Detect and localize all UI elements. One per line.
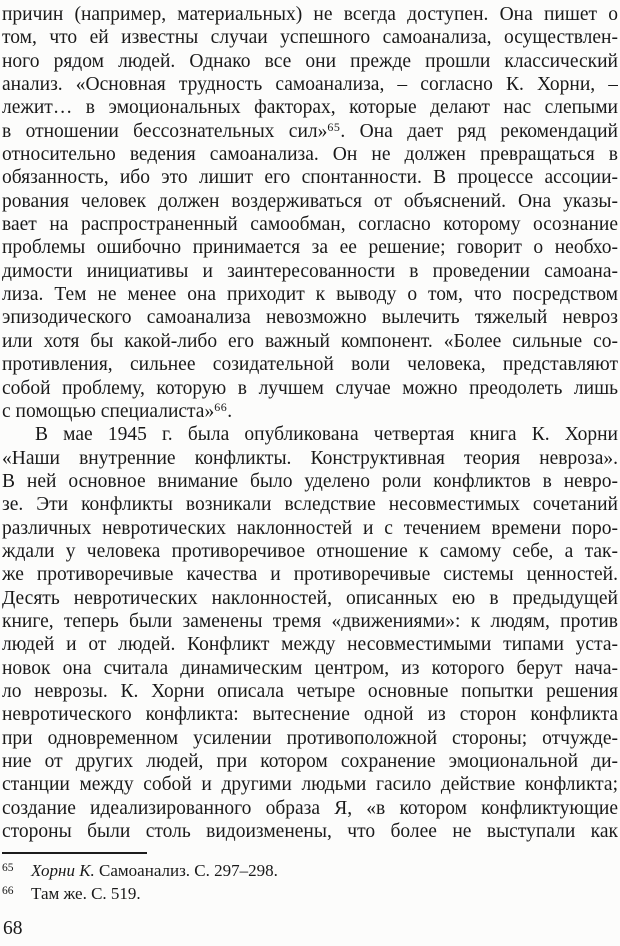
text-line — [2, 377, 618, 400]
text-segment: Десять невротических наклонностей, описанных ею в предыдущей — [2, 587, 618, 609]
text-line — [2, 540, 618, 563]
text-segment: лежит… в эмоциональных факторах, которые делают нас слепыми — [2, 97, 618, 119]
footnote-marker: 65 — [2, 862, 14, 875]
text-segment: вает на распространенный самообман, согласно которому осознание — [2, 214, 618, 236]
text-line — [2, 120, 618, 143]
paragraph — [2, 3, 618, 423]
text-line — [2, 610, 618, 633]
text-segment: . Она дает ряд рекомендаций — [340, 120, 618, 142]
text-line — [2, 236, 618, 259]
page-number: 68 — [3, 918, 23, 940]
footnote-text: Самоанализ. С. 297–298. — [94, 861, 278, 881]
text-segment: димости инициативы и заинтересованности в проведении самоана- — [2, 260, 618, 282]
text-segment: . — [227, 400, 233, 422]
text-segment: собой проблему, которую в лучшем случае можно преодолеть лишь — [2, 377, 618, 399]
text-line — [2, 330, 618, 353]
text-line — [2, 470, 618, 493]
text-segment: же противоречивые качества и противоречивые системы ценностей. — [2, 564, 618, 586]
text-segment: в отношении бессознательных сил» — [2, 120, 328, 142]
footnote-marker: 66 — [2, 885, 14, 898]
text-segment: ние от других людей, при котором сохранение эмоциональной ди- — [2, 751, 618, 772]
text-line — [2, 423, 618, 446]
body-text — [2, 3, 618, 843]
text-segment: «Наши внутренние конфликты. Конструктивная теория невроза». — [2, 447, 618, 469]
text-line — [2, 750, 618, 773]
text-line — [2, 400, 618, 423]
text-line — [2, 213, 618, 236]
footnote-item — [2, 882, 618, 905]
text-line — [2, 517, 618, 540]
text-segment: проблемы ошибочно принимается за ее решение; говорит о необхо- — [2, 237, 618, 259]
text-line — [2, 633, 618, 656]
text-line — [2, 166, 618, 189]
text-line — [2, 587, 618, 610]
text-segment: с помощью специалиста» — [2, 400, 215, 422]
text-line — [2, 306, 618, 329]
text-segment: новок она считала динамическим центром, из которого берут нача- — [2, 657, 618, 679]
text-line — [2, 73, 618, 96]
text-segment: обязанность, ибо это лишит его спонтанности. В процессе ассоции- — [2, 167, 618, 189]
text-segment: книге, теперь были заменены тремя «движениями»: к людям, против — [2, 610, 618, 632]
text-line — [2, 26, 618, 49]
text-segment: стороны были столь видоизменены, что более не выступали как — [2, 821, 618, 843]
text-segment: зе. Эти конфликты возникали вследствие несовместимых сочетаний — [2, 494, 618, 516]
footnote-text: Там же. С. 519. — [31, 884, 141, 904]
text-segment: том, что ей известны случаи успешного самоанализа, осуществлен- — [2, 27, 618, 49]
text-line — [2, 260, 618, 283]
text-segment: ного рядом людей. Однако все они прежде прошли классический — [2, 50, 618, 72]
text-segment: людей и от людей. Конфликт между несовместимыми типами уста- — [2, 634, 618, 656]
text-segment: или хотя бы какой-либо его важный компонент. «Более сильные со- — [2, 330, 618, 352]
footnote-separator — [2, 852, 147, 854]
text-segment: ло неврозы. К. Хорни описала четыре основные попытки решения — [2, 680, 618, 702]
text-line — [2, 680, 618, 703]
text-segment: создание идеализированного образа Я, «в котором конфликтующие — [2, 797, 618, 819]
text-segment: рования человек должен воздерживаться от объяснений. Она указы- — [2, 190, 618, 212]
text-line — [2, 447, 618, 470]
text-segment: при одновременном усилении противоположной стороны; отчужде- — [2, 727, 618, 749]
text-segment: причин (например, материальных) не всегда доступен. Она пишет о — [2, 4, 618, 25]
text-segment: различных невротических наклонностей и с течением времени поро- — [2, 517, 618, 539]
text-line — [2, 773, 618, 796]
text-line — [2, 353, 618, 376]
footnote-reference: 66 — [214, 399, 228, 414]
text-segment: противления, сильнее созидательной воли человека, представляют — [2, 354, 618, 376]
text-line — [2, 96, 618, 119]
text-line — [2, 3, 618, 26]
text-line — [2, 283, 618, 306]
text-line — [2, 50, 618, 73]
text-segment: В ней основное внимание было уделено роли конфликтов в невро- — [2, 470, 618, 492]
text-segment: невротического конфликта: вытеснение одной из сторон конфликта — [2, 704, 618, 726]
text-segment: эпизодического самоанализа невозможно вылечить тяжелый невроз — [2, 307, 618, 329]
text-segment: лиза. Тем не менее она приходит к выводу о том, что посредством — [2, 284, 618, 306]
footnote-text: Хорни К. — [31, 861, 95, 881]
text-line — [2, 657, 618, 680]
footnotes-section — [2, 859, 618, 905]
text-segment: относительно ведения самоанализа. Он не должен превращаться в — [2, 144, 618, 166]
text-line — [2, 820, 618, 843]
text-segment: В мае 1945 г. была опубликована четвертая книга К. Хорни — [35, 424, 618, 446]
text-segment: станции между собой и другими людьми гасило действие конфликта; — [2, 774, 618, 796]
footnote-reference: 65 — [327, 119, 341, 134]
text-line — [2, 797, 618, 820]
text-segment: анализ. «Основная трудность самоанализа, – согласно К. Хорни, – — [2, 74, 618, 96]
paragraph — [2, 423, 618, 843]
text-segment: ждали у человека противоречивое отношение к самому себе, а так- — [2, 540, 618, 562]
text-line — [2, 563, 618, 586]
text-line — [2, 143, 618, 166]
footnote-item — [2, 859, 618, 882]
text-line — [2, 727, 618, 750]
text-line — [2, 190, 618, 213]
text-line — [2, 703, 618, 726]
text-line — [2, 493, 618, 516]
